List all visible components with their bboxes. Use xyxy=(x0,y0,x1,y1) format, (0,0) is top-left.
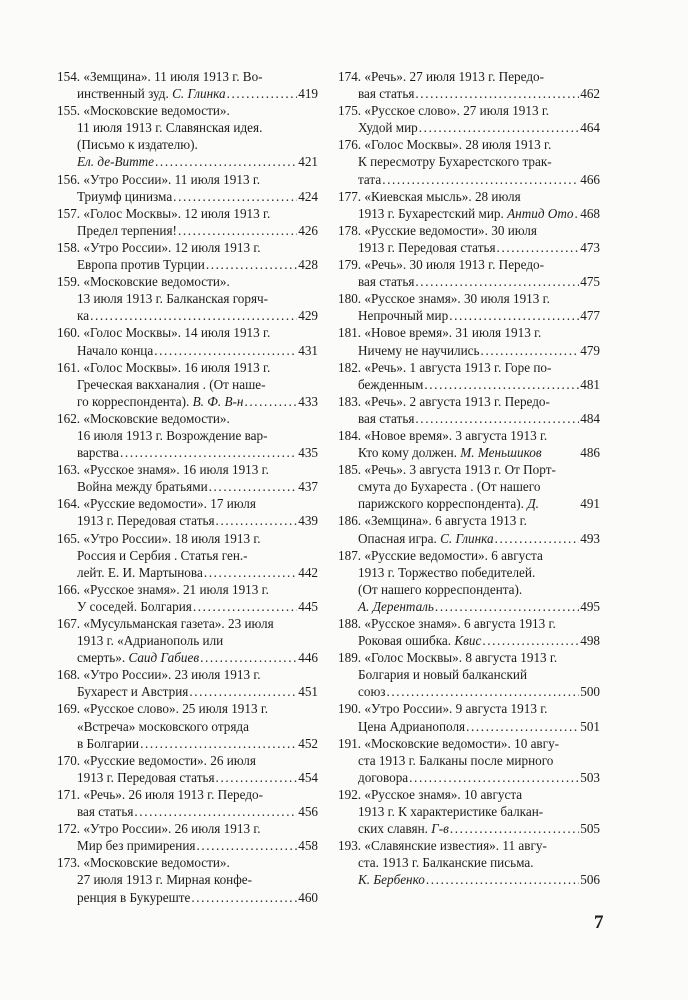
toc-entry-172 xyxy=(57,820,318,854)
toc-entry-page: 473 xyxy=(580,239,600,255)
toc-entry-title: бежденным xyxy=(358,376,424,392)
toc-entry-title: вая статья xyxy=(358,410,415,426)
toc-entry-last-line xyxy=(57,564,318,581)
toc-entry-line: 190. «Утро России». 9 августа 1913 г. xyxy=(338,701,548,717)
toc-entry-line: 11 июля 1913 г. Славянская идея. xyxy=(77,120,263,136)
toc-entry-last-line xyxy=(338,410,600,427)
dot-leader xyxy=(196,837,297,854)
toc-entry-line: 1913 г. «Адрианополь или xyxy=(77,633,224,649)
toc-entry-last-line xyxy=(338,769,600,786)
toc-entry-line: (От нашего корреспондента). xyxy=(358,581,523,597)
toc-entry-last-line xyxy=(338,820,600,837)
toc-entry-title: 1913 г. Бухарестский мир. xyxy=(358,205,508,221)
page-number: 7 xyxy=(594,912,604,933)
toc-entry-line: 189. «Голос Москвы». 8 августа 1913 г. xyxy=(338,650,558,666)
toc-entry-title: вая статья xyxy=(358,86,415,102)
dot-leader xyxy=(497,239,580,256)
toc-entry-line: 156. «Утро России». 11 июля 1913 г. xyxy=(57,171,261,187)
toc-entry-last-line xyxy=(57,769,318,786)
toc-entry-page: 458 xyxy=(298,838,318,854)
toc-entry-line: 191. «Московские ведомости». 10 авгу- xyxy=(338,735,560,751)
toc-entry-line: 186. «Земщина». 6 августа 1913 г. xyxy=(338,513,527,529)
toc-entry-page: 433 xyxy=(298,393,318,409)
toc-entry-page: 479 xyxy=(580,342,600,358)
toc-entry-161 xyxy=(57,359,318,410)
toc-entry-title: Роковая ошибка. xyxy=(358,633,455,649)
toc-entry-page: 491 xyxy=(580,496,600,512)
toc-entry-line: 180. «Русское знамя». 30 июля 1913 г. xyxy=(338,291,550,307)
toc-entry-page: 439 xyxy=(298,513,318,529)
toc-entry-author: Ел. де-Витте xyxy=(77,154,155,170)
dot-leader xyxy=(173,188,297,205)
dot-leader xyxy=(155,153,297,170)
toc-entry-193 xyxy=(338,837,600,888)
toc-entry-page: 426 xyxy=(298,222,318,238)
toc-entry-author: Г-в xyxy=(431,821,449,837)
toc-entry-line: 192. «Русское знамя». 10 августа xyxy=(338,786,523,802)
toc-entry-last-line xyxy=(57,342,318,359)
toc-entry-184 xyxy=(338,427,600,461)
dot-leader xyxy=(200,649,297,666)
toc-entry-title: лейт. Е. И. Мартынова xyxy=(77,564,203,580)
toc-column-left xyxy=(57,68,318,906)
toc-entry-last-line xyxy=(338,342,600,359)
toc-entry-line: 167. «Мусульманская газета». 23 июля xyxy=(57,616,274,631)
toc-entry-164 xyxy=(57,495,318,529)
toc-entry-line: 182. «Речь». 1 августа 1913 г. Горе по- xyxy=(338,359,552,375)
toc-entry-last-line xyxy=(57,444,318,461)
toc-entry-line: К пересмотру Бухарестского трак- xyxy=(358,154,552,170)
toc-entry-author: В. Ф. В-н xyxy=(192,393,244,409)
toc-entry-last-line xyxy=(57,837,318,854)
toc-entry-title: тата xyxy=(358,171,382,187)
toc-entry-last-line xyxy=(57,188,318,205)
dot-leader xyxy=(134,803,297,820)
toc-entry-line: 1913 г. К характеристике балкан- xyxy=(358,804,544,820)
toc-entry-last-line xyxy=(57,153,318,170)
toc-entry-188 xyxy=(338,615,600,649)
toc-entry-169 xyxy=(57,700,318,751)
toc-entry-page: 429 xyxy=(298,308,318,324)
toc-entry-page: 500 xyxy=(580,684,600,700)
toc-entry-last-line xyxy=(338,273,600,290)
toc-entry-175 xyxy=(338,102,600,136)
dot-leader xyxy=(482,632,579,649)
toc-entry-line: 166. «Русское знамя». 21 июля 1913 г. xyxy=(57,581,269,597)
toc-entry-page: 466 xyxy=(580,171,600,187)
toc-entry-line: 158. «Утро России». 12 июля 1913 г. xyxy=(57,239,261,255)
toc-entry-line: 184. «Новое время». 3 августа 1913 г. xyxy=(338,427,548,443)
toc-entry-185 xyxy=(338,461,600,512)
dot-leader xyxy=(178,222,297,239)
toc-entry-author: К. Бербенко xyxy=(358,872,425,888)
toc-entry-last-line xyxy=(338,683,600,700)
toc-entry-title: Триумф цинизма xyxy=(77,188,173,204)
toc-entry-last-line xyxy=(57,222,318,239)
toc-entry-page: 498 xyxy=(580,633,600,649)
toc-entry-title: ка xyxy=(77,308,90,324)
toc-entry-page: 484 xyxy=(580,410,600,426)
toc-entry-page: 495 xyxy=(580,598,600,614)
toc-entry-159 xyxy=(57,273,318,324)
toc-entry-162 xyxy=(57,410,318,461)
dot-leader xyxy=(466,718,579,735)
toc-entry-183 xyxy=(338,393,600,427)
toc-entry-last-line xyxy=(338,530,600,547)
dot-leader xyxy=(415,273,579,290)
toc-entry-167 xyxy=(57,615,318,666)
toc-entry-last-line xyxy=(338,376,600,393)
toc-entry-author: Квис xyxy=(454,633,482,649)
dot-leader xyxy=(154,342,297,359)
toc-entry-line: 163. «Русское знамя». 16 июля 1913 г. xyxy=(57,462,269,478)
toc-entry-line: 165. «Утро России». 18 июля 1913 г. xyxy=(57,530,261,546)
toc-entry-last-line xyxy=(57,889,318,906)
toc-entry-title: 1913 г. Передовая статья xyxy=(77,769,215,785)
toc-entry-192 xyxy=(338,786,600,837)
toc-entry-174 xyxy=(338,68,600,102)
toc-entry-line: 178. «Русские ведомости». 30 июля xyxy=(338,222,537,238)
toc-entry-line: 16 июля 1913 г. Возрождение вар- xyxy=(77,427,268,443)
toc-entry-last-line xyxy=(338,495,600,512)
dot-leader xyxy=(382,171,579,188)
toc-entry-author: М. Меньшиков xyxy=(460,445,542,461)
toc-entry-page: 419 xyxy=(298,86,318,102)
toc-entry-page: 503 xyxy=(580,769,600,785)
toc-entry-186 xyxy=(338,512,600,546)
toc-entry-page: 477 xyxy=(580,308,600,324)
dot-leader xyxy=(90,307,297,324)
toc-entry-page: 481 xyxy=(580,376,600,392)
dot-leader xyxy=(189,683,297,700)
toc-entry-title: Европа против Турции xyxy=(77,257,205,273)
toc-entry-title: Начало конца xyxy=(77,342,154,358)
toc-entry-line: 159. «Московские ведомости». xyxy=(57,274,230,290)
toc-entry-line: 154. «Земщина». 11 июля 1913 г. Во- xyxy=(57,69,263,84)
toc-entry-180 xyxy=(338,290,600,324)
toc-entry-line: 177. «Киевская мысль». 28 июля xyxy=(338,188,521,204)
toc-entry-line: 168. «Утро России». 23 июля 1913 г. xyxy=(57,667,261,683)
dot-leader xyxy=(206,256,297,273)
toc-entry-line: 13 июля 1913 г. Балканская горяч- xyxy=(77,291,269,307)
toc-entry-last-line xyxy=(338,205,600,222)
toc-column-right xyxy=(338,68,600,889)
toc-entry-title: го корреспондента). xyxy=(77,393,193,409)
dot-leader xyxy=(574,205,579,222)
toc-entry-page: 435 xyxy=(298,445,318,461)
toc-entry-last-line xyxy=(338,598,600,615)
toc-entry-title: вая статья xyxy=(358,274,415,290)
toc-entry-title: союз xyxy=(358,684,386,700)
toc-entry-title: договора xyxy=(358,769,409,785)
toc-entry-page: 452 xyxy=(298,735,318,751)
toc-entry-page: 501 xyxy=(580,718,600,734)
toc-entry-line: 183. «Речь». 2 августа 1913 г. Передо- xyxy=(338,393,550,409)
toc-entry-page: 454 xyxy=(298,769,318,785)
toc-entry-last-line xyxy=(57,803,318,820)
dot-leader xyxy=(415,85,579,102)
dot-leader xyxy=(409,769,579,786)
toc-entry-title: 1913 г. Передовая статья xyxy=(358,239,496,255)
toc-entry-page: 456 xyxy=(298,804,318,820)
toc-entry-line: Болгария и новый балканский xyxy=(358,667,528,683)
toc-entry-177 xyxy=(338,188,600,222)
toc-entry-page: 506 xyxy=(580,872,600,888)
toc-entry-last-line xyxy=(57,393,318,410)
toc-entry-page: 431 xyxy=(298,342,318,358)
toc-entry-last-line xyxy=(338,307,600,324)
toc-entry-title: Бухарест и Австрия xyxy=(77,684,189,700)
toc-entry-line: 187. «Русские ведомости». 6 августа xyxy=(338,547,543,563)
toc-entry-156 xyxy=(57,171,318,205)
toc-entry-title: ренция в Букуреште xyxy=(77,889,191,905)
toc-entry-title: парижского корреспондента). xyxy=(358,496,528,512)
toc-entry-title: варства xyxy=(77,445,120,461)
toc-entry-168 xyxy=(57,666,318,700)
toc-entry-last-line xyxy=(338,871,600,888)
toc-entry-187 xyxy=(338,547,600,615)
toc-entry-line: 27 июля 1913 г. Мирная конфе- xyxy=(77,872,253,888)
toc-entry-title: Непрочный мир xyxy=(358,308,449,324)
toc-entry-title: У соседей. Болгария xyxy=(77,598,192,614)
toc-entry-line: (Письмо к издателю). xyxy=(77,137,198,153)
toc-entry-line: ста 1913 г. Балканы после мирного xyxy=(358,752,554,768)
dot-leader xyxy=(216,769,298,786)
dot-leader xyxy=(481,342,580,359)
toc-entry-line: Греческая вакханалия . (От наше- xyxy=(77,376,266,392)
toc-entry-author: С. Глинка xyxy=(172,86,226,102)
toc-entry-author: Антид Ото xyxy=(507,205,574,221)
toc-entry-155 xyxy=(57,102,318,170)
toc-entry-title: Ничему не научились xyxy=(358,342,480,358)
toc-entry-173 xyxy=(57,854,318,905)
toc-entry-page: 493 xyxy=(580,530,600,546)
toc-entry-last-line xyxy=(57,735,318,752)
dot-leader xyxy=(191,889,297,906)
dot-leader xyxy=(216,512,298,529)
toc-entry-page: 445 xyxy=(298,598,318,614)
toc-entry-190 xyxy=(338,700,600,734)
toc-entry-title: Война между братьями xyxy=(77,479,208,495)
toc-entry-last-line xyxy=(57,683,318,700)
toc-entry-line: 171. «Речь». 26 июля 1913 г. Передо- xyxy=(57,786,264,802)
toc-entry-page: 421 xyxy=(298,154,318,170)
toc-entry-178 xyxy=(338,222,600,256)
toc-entry-154 xyxy=(57,68,318,102)
toc-entry-page: 464 xyxy=(580,120,600,136)
toc-entry-158 xyxy=(57,239,318,273)
toc-entry-last-line xyxy=(338,85,600,102)
toc-entry-author: Саид Габиев xyxy=(128,650,200,666)
toc-entry-page: 451 xyxy=(298,684,318,700)
toc-entry-last-line xyxy=(338,171,600,188)
dot-leader xyxy=(204,564,297,581)
toc-entry-line: 1913 г. Торжество победителей. xyxy=(358,564,536,580)
toc-entry-last-line xyxy=(57,598,318,615)
toc-entry-title: Мир без примирения xyxy=(77,838,196,854)
dot-leader xyxy=(426,871,579,888)
toc-entry-title: 1913 г. Передовая статья xyxy=(77,513,215,529)
toc-entry-page: 468 xyxy=(580,205,600,221)
dot-leader xyxy=(435,598,579,615)
toc-entry-last-line xyxy=(57,649,318,666)
toc-entry-title: инственный зуд. xyxy=(77,86,173,102)
dot-leader xyxy=(449,307,579,324)
dot-leader xyxy=(140,735,297,752)
toc-entry-title: вая статья xyxy=(77,804,134,820)
toc-entry-line: 193. «Славянские известия». 11 авгу- xyxy=(338,838,547,854)
toc-entry-page: 505 xyxy=(580,821,600,837)
toc-entry-160 xyxy=(57,324,318,358)
toc-entry-page: 424 xyxy=(298,188,318,204)
toc-entry-title: смерть». xyxy=(77,650,129,666)
toc-entry-176 xyxy=(338,136,600,187)
dot-leader xyxy=(227,85,298,102)
toc-entry-page: 462 xyxy=(580,86,600,102)
toc-entry-author: С. Глинка xyxy=(440,530,494,546)
toc-entry-181 xyxy=(338,324,600,358)
toc-entry-page: 437 xyxy=(298,479,318,495)
toc-entry-line: Россия и Сербия . Статья ген.- xyxy=(77,547,248,563)
toc-entry-line: 162. «Московские ведомости». xyxy=(57,410,230,426)
toc-entry-last-line xyxy=(338,444,600,461)
toc-entry-last-line xyxy=(57,478,318,495)
dot-leader xyxy=(387,683,580,700)
toc-entry-182 xyxy=(338,359,600,393)
dot-leader xyxy=(495,530,580,547)
toc-entry-170 xyxy=(57,752,318,786)
toc-entry-line: 170. «Русские ведомости». 26 июля xyxy=(57,752,256,768)
toc-entry-title: в Болгарии xyxy=(77,735,140,751)
toc-entry-title: Кто кому должен. xyxy=(358,445,461,461)
toc-entry-page: 428 xyxy=(298,257,318,273)
toc-entry-166 xyxy=(57,581,318,615)
toc-entry-page: 446 xyxy=(298,650,318,666)
toc-entry-page: 460 xyxy=(298,889,318,905)
toc-entry-line: 164. «Русские ведомости». 17 июля xyxy=(57,496,256,512)
toc-entry-189 xyxy=(338,649,600,700)
toc-entry-163 xyxy=(57,461,318,495)
toc-entry-last-line xyxy=(57,307,318,324)
toc-entry-last-line xyxy=(57,256,318,273)
toc-entry-line: 181. «Новое время». 31 июля 1913 г. xyxy=(338,325,542,341)
toc-entry-line: 188. «Русское знамя». 6 августа 1913 г. xyxy=(338,616,556,631)
toc-entry-title: Предел терпения! xyxy=(77,222,177,238)
toc-entry-157 xyxy=(57,205,318,239)
toc-entry-line: смута до Бухареста . (От нашего xyxy=(358,479,541,495)
dot-leader xyxy=(424,376,579,393)
dot-leader xyxy=(415,410,579,427)
toc-entry-page: 475 xyxy=(580,274,600,290)
toc-entry-title: ских славян. xyxy=(358,821,432,837)
toc-entry-line: 155. «Московские ведомости». xyxy=(57,103,230,119)
toc-entry-line: 160. «Голос Москвы». 14 июля 1913 г. xyxy=(57,325,271,341)
toc-entry-line: 185. «Речь». 3 августа 1913 г. От Порт- xyxy=(338,462,556,478)
dot-leader xyxy=(244,393,297,410)
toc-entry-line: 174. «Речь». 27 июля 1913 г. Передо- xyxy=(338,69,545,84)
toc-entry-191 xyxy=(338,735,600,786)
toc-entry-title: Опасная игра. xyxy=(358,530,441,546)
toc-entry-last-line xyxy=(338,239,600,256)
dot-leader xyxy=(419,119,579,136)
dot-leader xyxy=(209,478,298,495)
dot-leader xyxy=(450,820,579,837)
dot-leader xyxy=(193,598,297,615)
toc-entry-171 xyxy=(57,786,318,820)
toc-entry-line: «Встреча» московского отряда xyxy=(77,718,249,734)
toc-entry-title: Худой мир xyxy=(358,120,418,136)
toc-entry-title: Цена Адрианополя xyxy=(358,718,466,734)
toc-entry-179 xyxy=(338,256,600,290)
toc-entry-line: ста. 1913 г. Балканские письма. xyxy=(358,855,534,871)
toc-entry-last-line xyxy=(338,632,600,649)
toc-entry-last-line xyxy=(338,119,600,136)
toc-entry-last-line xyxy=(338,718,600,735)
toc-entry-line: 179. «Речь». 30 июля 1913 г. Передо- xyxy=(338,257,545,273)
toc-entry-page: 486 xyxy=(580,445,600,461)
toc-entry-line: 161. «Голос Москвы». 16 июля 1913 г. xyxy=(57,359,271,375)
toc-entry-line: 175. «Русское слово». 27 июля 1913 г. xyxy=(338,103,550,119)
toc-entry-last-line xyxy=(57,85,318,102)
toc-entry-last-line xyxy=(57,512,318,529)
toc-entry-line: 169. «Русское слово». 25 июля 1913 г. xyxy=(57,701,269,717)
toc-entry-line: 173. «Московские ведомости». xyxy=(57,855,230,871)
dot-leader xyxy=(120,444,297,461)
toc-entry-line: 157. «Голос Москвы». 12 июля 1913 г. xyxy=(57,205,271,221)
toc-entry-line: 172. «Утро России». 26 июля 1913 г. xyxy=(57,821,261,837)
toc-entry-author: А. Деренталь xyxy=(358,598,434,614)
toc-entry-165 xyxy=(57,530,318,581)
toc-entry-page: 442 xyxy=(298,564,318,580)
toc-entry-author: Д. xyxy=(527,496,539,512)
toc-entry-line: 176. «Голос Москвы». 28 июля 1913 г. xyxy=(338,137,552,153)
